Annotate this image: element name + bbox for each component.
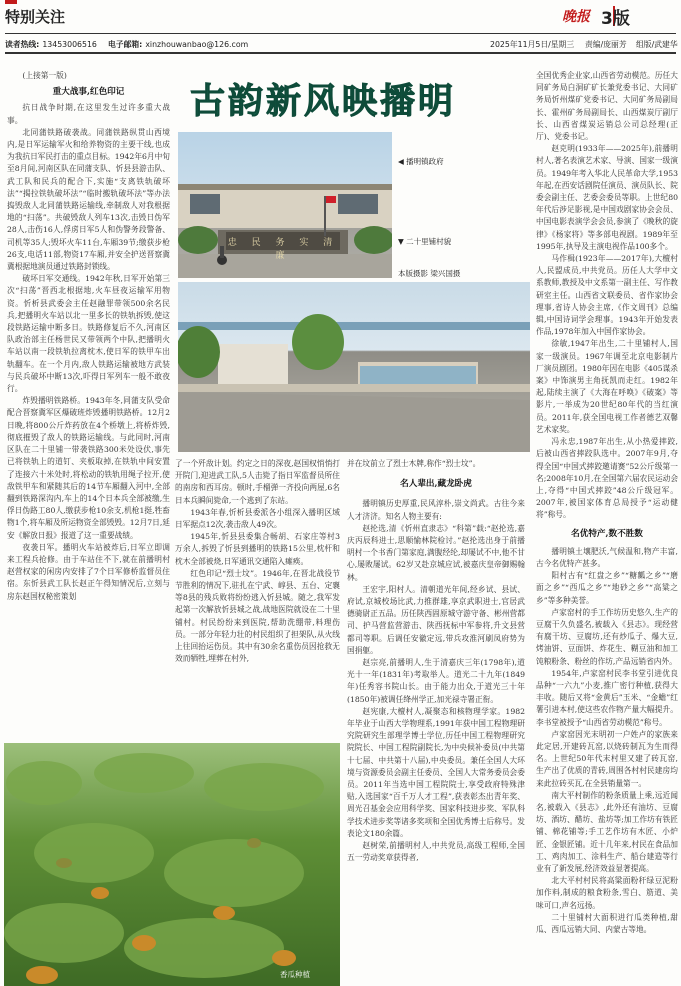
paragraph: 徐敏,1947年出生,二十里铺村人,国家一级演员。1967年调至北京电影制片厂演员剧团。1980年因在电影《405谋杀案》中饰演男主角抚凯而走红。1982年起,陆续主演了《大海在呼唤》《破案》等影片,一举成为20世纪80年代的当红演员。2011年,获全国电视工作者德艺双馨艺术家奖。	[536, 339, 678, 434]
page-number: 3版	[601, 9, 630, 29]
paragraph: 赵抡选,清《忻州直隶志》“科第”载:“赵抡选,嘉庆丙辰科进士,思顺愉林院检讨。”赵抡选出身于前播明村一个书香门第家庭,满腹经纶,却屡试不中,他不甘心,屡败屡试。62岁又赴京城应试,被嘉庆皇帝御赐翰林。	[347, 523, 525, 582]
subheading-celebrities: 名人辈出,藏龙卧虎	[400, 479, 472, 490]
paragraph: 破坏日军交通线。1942年秋,日军开始第三次“扫荡”晋西北根据地,火车昼夜运输军用物资。忻析县武委会主任赵融罪带领500余名民兵,把播明火车站以北一里多长的铁轨拆毁,使这段铁路运输中断多日。铁路修复后不久,河南区队政治部主任杨世民又带领两个中队,把播明火车站以南一段铁轨拉离枕木,使日军的铁甲车出轨翻车。在一个月内,敌人铁路运输被地方武装与民兵破坏中断13次,吓得日军列车一般不敢夜行。	[7, 274, 170, 394]
caption-photo-1: ◀ 播明镇政府	[398, 157, 444, 166]
paragraph: 播明镇土壤肥沃,气候温和,物产丰富,古今名优特产甚多。	[536, 546, 678, 568]
paragraph: 炸毁播明铁路桥。1943年冬,同蒲支队受命配合晋察冀军区爆破班炸毁播明铁路桥。12月2日晚,将800公斤炸药放在4个桥墩上,将桥炸毁,彻底摧毁了敌人的铁路运输线。与此同时,河南区队在二十里铺一带袭铁路300米处设伏,事先已将铁轨上的道钉、夹板取掉,在铁轨中间安置了连接六十米处时,将松动的铁轨用绳子拉开,使敌铁甲车和紧随其后的14节车厢翻入河中,全部翻到铁路深沟内,车上的14个日本兵全部被缴,生俘日伪路工80人,缴获步枪10余支,机枪1挺,牲畜物1个,将车厢及所运物资全部毁毁。12月7日,延安《解放日报》报道了这一重要战绩。	[7, 396, 170, 540]
page-title: 古韵新风映播明	[190, 82, 457, 122]
editor: 责编/庞丽芳	[585, 40, 627, 49]
paragraph: 了一个歼敌计划。约定之日的深夜,赵国权悄悄打开院门,迎进武工队,5人击毙了指日军监督员所住的南房和西耳房。顿时,手榴弹一齐投向两屋,6名日本兵瞬间毙命,一个逃到了东站。	[175, 459, 340, 505]
article-column-2	[175, 458, 340, 740]
photo-town-government	[178, 132, 392, 278]
paragraph: 冯永忠,1987年出生,从小热爱摔跤,后被山西省摔跤队选中。2007年9月,夺得全国“中国式摔跤邀请赛”52公斤级第一名;2008年10月,在全国第六届农民运动会上,夺得“中国式摔跤”48公斤级冠军。2007年,被国家体育总局授予“运动健将”称号。	[536, 437, 678, 520]
paragraph: 1945年,忻县县委集合畅胡、石家庄等村3万余人,拆毁了忻县到播明的铁路15公里,枕杆和枕木全部被烧,日军通讯交通陷入瘫痪。	[175, 532, 340, 566]
paragraph: 马作楫(1923年——2017年),大檀村人,民盟成员,中共党员。历任人大学中文系教师,教授及中文系第一副主任、写作教研室主任。山西省文联委员、省作家协会理事,省诗人协会主席,《作文周刊》总编辑,中国诗词学会理事。1943年开始发表作品,1978年加入中国作家协会。	[536, 254, 678, 337]
paragraph: 王宏宇,阳村人。清朝道光年间,经乡试、县试、府试,京城校场比武,力推群雄,享京武职进士,官居武德骑尉正五品。历任陕西固原城守游守备、彬州营都司、护马营监营游击、陕西抚标中军参将,升文县营都司等职。后调任安徽定远,带兵攻淮河刷凤府势为国捐躯。	[347, 584, 525, 655]
subheading-specialties: 名优特产,数不胜数	[571, 528, 643, 539]
email: 电子邮箱: xinzhouwanbao@126.com	[108, 40, 249, 49]
paragraph: 1954年,卢家窑村民李书堂引进优良品种“一六九”小麦,推广密行种植,获得大丰收。随后又将“金黄后”玉米、“金蟾”红薯引进本村,使这些农作物产量大幅提升。李书堂被授予“山西省劳动模范”称号。	[536, 668, 678, 727]
paragraph: 赵宪康,大檀村人,凝聚态和核物理学家。1982年毕业于山西大学物理系,1991年获中国工程物理研究院研究生部理学博士学位,历任中国工程物理研究院院长、中国工程院副院长,为中央候补委员(中共第十七届、中共第十八届),中央委员。兼任全国人大环境与资源委员会副主任委员、全国人大常务委员会委员。2011年当选中国工程院院士,享受政府特殊津贴,入选国家“百千万人才工程”,获表彰杰出青年奖、周光召基金会应用科学奖、国家科技进步奖、军队科学技术进步奖等诸多奖项和全国优秀博士后称号。发表论文180余篇。	[347, 706, 525, 838]
wall-sign: 忠 民 务 实 清 廉	[227, 238, 339, 261]
paragraph: 赵宗亮,前播明人,生于清嘉庆三年(1798年),道光十一年(1831年)考取举人。道光二十九年(1849年)任秀容书院山长。由于能力出众,于道光三十年(1850年)被调任绛州学正,加光禄寺署正衔。	[347, 658, 525, 704]
paragraph: 赵树荣,前播明村人,中共党员,高级工程师,全国五一劳动奖章获得者,	[347, 841, 525, 863]
article-column-3	[347, 458, 525, 986]
paragraph: 赵克明(1933年——2025年),前播明村人,著名表演艺术家、导演、国家一级演员。1949年考入华北人民革命大学,1953年起,在西安话剧院任演员、演员队长、院委会副主任、艺委会委员等职。上世纪80年代后涉足影视,是中国戏剧家协会会员、中国电影表演学会会员,参演了《晚秋的旋律》《杨家将》等多部电视剧。1989年至1995年,执导及主演电视作品100多个。	[536, 144, 678, 251]
paragraph: 全国优秀企业家,山西省劳动模范。历任大同矿务局白洞矿矿长兼党委书记、大同矿务局忻州煤矿党委书记、大同矿务局副局长、霍州矿务局副局长、山西煤炭厅副厅长、山西省煤炭运销总公司总经理(正厅)、党委书记。	[536, 71, 678, 142]
paragraph: 卢家窑村的手工作坊历史悠久,生产的豆腐干久负盛名,被载入《县志》。现经营有腐干坊、豆腐坊,还有炒瓜子、爆大豆,烤油饼、豆面饼、炸花生、糊豆油和加工饨粮粉条、粉丝的作坊,产品远销省内外。	[536, 607, 678, 666]
paragraph: 播明镇历史厚重,民风淳朴,崇文尚武。古往今来人才济济。知名人物主要有:	[347, 499, 525, 521]
caption-photo-3: 香瓜种植	[280, 970, 310, 979]
page-header	[0, 0, 681, 56]
paragraph: 红色印记“烈士坟”。1946年,在晋北战役节节胜利的情况下,驻扎在宁武、崞县、五台、定襄等8县的残兵败将纷纷逃入忻县城。随之,我军发起第一次解放忻县城之战,战地医院就设在二十里铺村。村民纷纷来到医院,帮助洗绷带,料理伤员。一部分年轻力壮的村民组织了担架队,从火线上往回抬运伤员。其中有30余名重伤员因抢救无效而牺牲,埋葬在村外,	[175, 568, 340, 664]
article-column-4	[536, 70, 678, 986]
newspaper-logo: 晚报	[562, 9, 590, 25]
article-column-1	[7, 70, 170, 737]
header-rule-bottom	[5, 52, 676, 54]
subheading-war: 重大战事,红色印记	[52, 87, 125, 98]
paragraph: 1943年春,忻析县委派各小组深入播明区域日军据点12次,袭击敌人49次。	[175, 507, 340, 530]
issue-date: 2025年11月5日/星期三	[490, 40, 575, 49]
paragraph: 卢家窑因光末明初一户姓卢的家族来此定居,开建砖瓦窑,以烧砖制瓦为生而得名。上世纪50年代末村里又建了砖瓦窑,生产出了优质的青砖,周围各村村民建房均来此拉砖买瓦,在全县销量第一。	[536, 729, 678, 788]
paragraph: 二十里铺村大面积进行瓜类种植,甜瓜、西瓜远销大同、内蒙古等地。	[536, 912, 678, 935]
photo-melon-field	[4, 743, 340, 986]
paragraph: 北同蒲铁路破袭战。同蒲铁路纵贯山西境内,是日军运输军火和给养物资的主要干线,也成为我抗日军民打击的重点目标。1942年6月中旬至8月间,河南区队在同蒲支队、忻县县游击队、武工队和民兵的配合下,实施“支离铁轨破坏法”“揭拉铁轨破坏法”“临时搬轨破坏法”等办法捣毁敌人北同蒲铁路运输线,牵制敌人对我根据地的“扫荡”。共破毁敌人列车13次,击毁日伪军28人,击伤16人,俘虏日军5人和伪警务段警备、司机等35人;毁坏火车11台,车厢39节;缴获步枪26支,电话11部,物资17车厢,并安全护送晋察冀冀根据地演员通过铁路封锁线。	[7, 127, 170, 272]
photo-village-view	[178, 282, 530, 452]
paragraph: 并在坟前立了烈士木牌,称作“烈士坟”。	[347, 459, 481, 468]
paragraph: 抗日战争时期,在这里发生过许多重大战事。	[7, 103, 170, 125]
section-title: 特别关注	[5, 8, 66, 26]
header-rule-top	[5, 33, 676, 34]
layout-editor: 组版/武建华	[636, 40, 678, 49]
paragraph: 北大平村村民将高粱面粉秆绿豆泥粉加作料,制成的粮食粉条,雪白、筋道、美味可口,声名远扬。	[536, 876, 678, 910]
paragraph: 南大平村制作的粉条质量上乘,远近闻名,被载入《县志》,此外还有油坊、豆腐坊、酒坊、醋坊、盐坊等;加工作坊有铁匠铺、棉花铺等;手工艺作坊有木匠、小炉匠、金银匠铺。近十几年来,村民在食品加工、鸡肉加工、涂料生产、船台建造等行业有了新发展,经济效益显著提高。	[536, 790, 678, 873]
paragraph: 阳村古有“红盘之乡”“糖瓤之乡”“磨面之乡”“西瓜之乡”“地砂之乡”“高粱之乡”等多种美誉。	[536, 571, 678, 605]
continued-note: (上接第一版)	[22, 71, 67, 80]
hotline: 读者热线: 13453006516	[5, 40, 97, 49]
paragraph: 夜袭日军。播明火车站被炸后,日军立即调来工程兵抢修。由于车站住不下,就在前播明村赵营权家的闲房内安排了7个日军修桥监督员住宿。东忻县武工队长赵正午得知情况后,立刻与房东赵国权秘密策划	[7, 542, 170, 601]
photo-credit: 本版摄影 梁兴国摄	[398, 269, 461, 278]
caption-photo-2: ▼ 二十里铺村貌	[398, 237, 452, 246]
